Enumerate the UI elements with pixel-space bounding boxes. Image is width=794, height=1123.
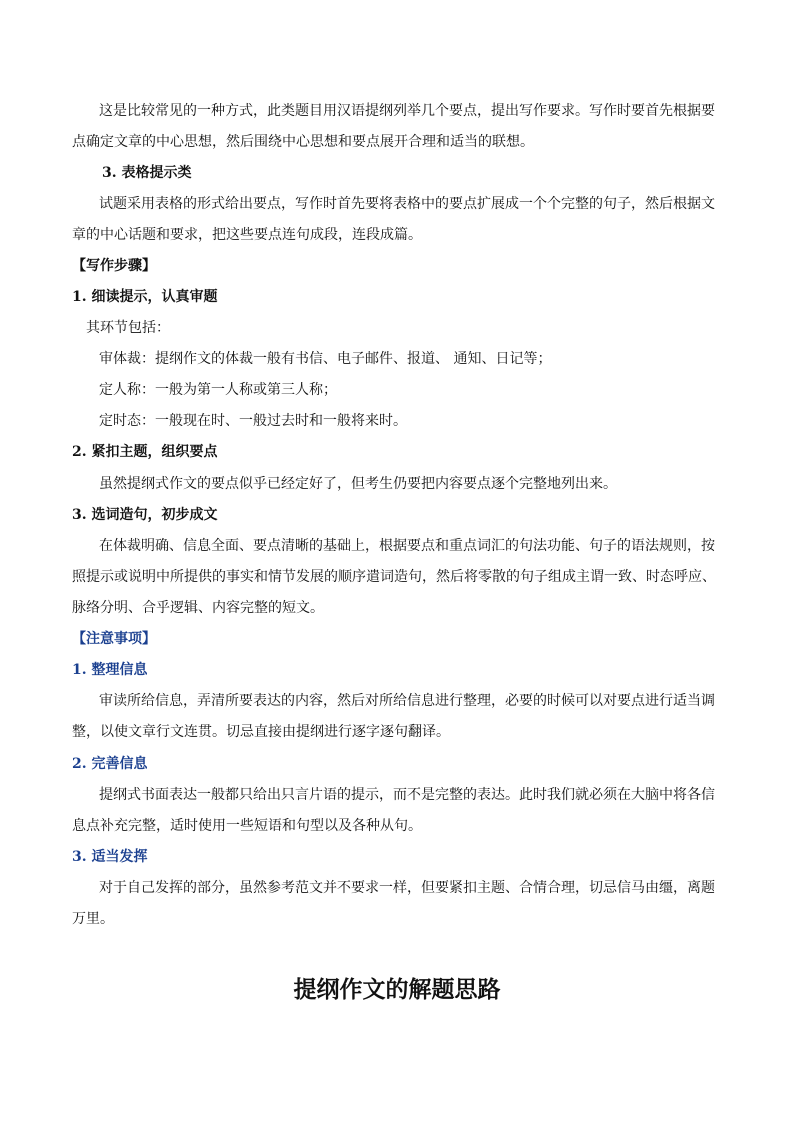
step2-heading: 2. 紧扣主题，组织要点 (72, 444, 218, 460)
table-type-heading: 3. 表格提示类 (102, 165, 192, 181)
step1-sub: 其环节包括： (86, 320, 170, 336)
note3-heading: 3. 适当发挥 (72, 849, 148, 865)
step1-heading: 1. 细读提示，认真审题 (72, 289, 218, 305)
step1-item-1: 审体裁：提纲作文的体裁一般有书信、电子邮件、报道、 通知、日记等； (99, 351, 552, 367)
section-title: 提纲作文的解题思路 (293, 976, 501, 1003)
step2-line-1: 虽然提纲式作文的要点似乎已经定好了，但考生仍要把内容要点逐个完整地列出来。 (99, 476, 617, 492)
step1-item-2: 定人称：一般为第一人称或第三人称； (99, 382, 337, 398)
table-type-line-1: 试题采用表格的形式给出要点，写作时首先要将表格中的要点扩展成一个个完整的句子，然后根据文 (99, 196, 715, 212)
steps-section-label: 【写作步骤】 (72, 258, 156, 274)
note2-line-2: 息点补充完整，适时使用一些短语和句型以及各种从句。 (72, 818, 422, 834)
step3-heading: 3. 选词造句，初步成文 (72, 507, 218, 523)
step3-line-3: 脉络分明、合乎逻辑、内容完整的短文。 (72, 600, 324, 616)
step3-line-1: 在体裁明确、信息全面、要点清晰的基础上，根据要点和重点词汇的句法功能、句子的语法规则，按 (99, 538, 715, 554)
step1-item-3: 定时态：一般现在时、一般过去时和一般将来时。 (99, 413, 407, 429)
intro-line-2: 点确定文章的中心思想，然后围绕中心思想和要点展开合理和适当的联想。 (72, 134, 534, 150)
note1-line-2: 整，以使文章行文连贯。切忌直接由提纲进行逐字逐句翻译。 (72, 724, 450, 740)
note2-line-1: 提纲式书面表达一般都只给出只言片语的提示，而不是完整的表达。此时我们就必须在大脑中将各信 (99, 787, 715, 803)
notes-section-label: 【注意事项】 (72, 631, 156, 647)
note1-line-1: 审读所给信息，弄清所要表达的内容，然后对所给信息进行整理，必要的时候可以对要点进行适当调 (99, 693, 715, 709)
intro-line-1: 这是比较常见的一种方式，此类题目用汉语提纲列举几个要点，提出写作要求。写作时要首先根据要 (99, 103, 715, 119)
note2-heading: 2. 完善信息 (72, 756, 148, 772)
note1-heading: 1. 整理信息 (72, 662, 148, 678)
note3-line-1: 对于自己发挥的部分，虽然参考范文并不要求一样，但要紧扣主题、合情合理，切忌信马由缰，离题 (99, 880, 715, 896)
table-type-line-2: 章的中心话题和要求，把这些要点连句成段，连段成篇。 (72, 227, 422, 243)
step3-line-2: 照提示或说明中所提供的事实和情节发展的顺序遣词造句，然后将零散的句子组成主谓一致、时态呼应、 (72, 569, 716, 585)
note3-line-2: 万里。 (72, 911, 114, 927)
